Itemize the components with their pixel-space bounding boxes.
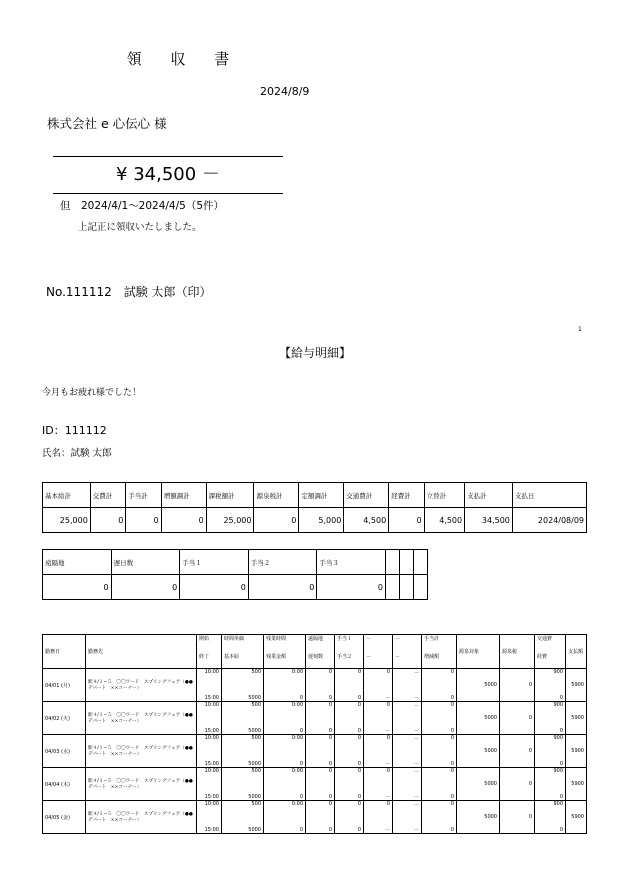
cell-place: 駅４/１−５ 〇〇ワード スプリングフェア（●●デパート ××コーナー） (86, 801, 197, 834)
cell-overtime-amount: 0 (299, 728, 303, 734)
header-date: 勤務日 (43, 635, 86, 669)
cell-date: 04/03 (水) (43, 735, 86, 768)
cell-start: 10:00 (204, 702, 219, 708)
summary-header-6: 定額調計 (299, 483, 344, 508)
cell-adjust: 0 (450, 728, 454, 734)
statement-title: 【給与明細】 (278, 346, 351, 360)
cell-overtime-hours: 0:00 (291, 801, 303, 807)
allowance-header-5 (385, 550, 399, 575)
allowance-value-5 (385, 575, 399, 600)
cell-start: 10:00 (204, 768, 219, 774)
allowance-header-row (43, 550, 428, 575)
allowance-table (42, 549, 428, 600)
summary-value-1: 0 (90, 508, 125, 533)
receipt-issuer: No.111112 試験 太郎（印） (46, 285, 212, 299)
cell-end: 15:00 (204, 695, 219, 701)
page-number: 1 (578, 326, 582, 333)
cell-transport: 900 (553, 702, 563, 708)
summary-header-10: 支払計 (465, 483, 513, 508)
cell-adjust: 0 (450, 794, 454, 800)
summary-header-2: 手当計 (126, 483, 161, 508)
cell-allow2: 0 (357, 794, 361, 800)
detail-row (43, 768, 587, 801)
allowance-header-3: 手当２ (248, 550, 317, 575)
cell-dash1a: 0 (386, 702, 390, 708)
cell-transport: 900 (553, 669, 563, 675)
cell-pay: 5900 (566, 702, 587, 735)
summary-header-9: 立替計 (424, 483, 464, 508)
summary-value-5: 0 (254, 508, 299, 533)
detail-row (43, 669, 587, 702)
cell-dash2b: － (413, 794, 419, 800)
cell-dash1b: － (384, 827, 390, 833)
cell-dash1a: 0 (386, 768, 390, 774)
cell-base: 5000 (248, 695, 261, 701)
cell-dash1b: － (384, 728, 390, 734)
cell-date: 04/02 (火) (43, 702, 86, 735)
cell-place: 駅４/１−５ 〇〇ワード スプリングフェア（●●デパート ××コーナー） (86, 702, 197, 735)
cell-place: 駅４/１−５ 〇〇ワード スプリングフェア（●●デパート ××コーナー） (86, 768, 197, 801)
header-remote: 遠隔地 (308, 636, 324, 642)
cell-remote: 0 (328, 735, 332, 741)
summary-value-row (43, 508, 587, 533)
cell-pay: 5900 (566, 669, 587, 702)
cell-expense: 0 (559, 761, 563, 767)
summary-header-0: 基本給計 (43, 483, 91, 508)
cell-dash2a: － (413, 769, 419, 775)
summary-value-2: 0 (126, 508, 161, 533)
cell-remote: 0 (328, 801, 332, 807)
header-tax-target: 源泉対象 (457, 635, 500, 669)
cell-start: 10:00 (204, 801, 219, 807)
detail-header-row (43, 635, 587, 669)
cell-date: 04/04 (木) (43, 768, 86, 801)
summary-value-10: 34,500 (465, 508, 513, 533)
cell-end: 15:00 (204, 761, 219, 767)
cell-end: 15:00 (204, 728, 219, 734)
header-place: 勤務先 (86, 635, 197, 669)
header-dash2a: － (395, 636, 401, 642)
cell-rate: 500 (251, 735, 261, 741)
cell-dash1b: － (384, 794, 390, 800)
cell-remote: 0 (328, 669, 332, 675)
header-transport: 交通費 (537, 636, 553, 642)
cell-adjust: 0 (450, 695, 454, 701)
header-overtime-rate: 残業時間 (266, 636, 287, 642)
allowance-header-7 (413, 550, 427, 575)
allowance-value-7 (413, 575, 427, 600)
allowance-value-row (43, 575, 428, 600)
cell-expense: 0 (559, 827, 563, 833)
cell-dash2a: － (413, 703, 419, 709)
cell-pay: 5900 (566, 735, 587, 768)
header-dash2b: － (395, 654, 401, 660)
header-expense: 経費 (537, 654, 548, 660)
cell-overtime-hours: 0:00 (291, 669, 303, 675)
cell-base: 5000 (248, 794, 261, 800)
cell-dash1a: 0 (386, 801, 390, 807)
summary-header-8: 経費計 (389, 483, 424, 508)
allowance-value-0: 0 (43, 575, 112, 600)
header-overtime-amount: 残業金額 (266, 654, 287, 660)
summary-value-7: 4,500 (344, 508, 389, 533)
cell-overtime-amount: 0 (299, 695, 303, 701)
cell-dash1a: 0 (386, 669, 390, 675)
cell-allow1: 0 (357, 735, 361, 741)
cell-allow2: 0 (357, 827, 361, 833)
cell-allow2: 0 (357, 761, 361, 767)
cell-pay: 5900 (566, 801, 587, 834)
cell-rate: 500 (251, 702, 261, 708)
header-delay: 遅刻数 (308, 654, 324, 660)
summary-value-9: 4,500 (424, 508, 464, 533)
cell-place: 駅４/１−５ 〇〇ワード スプリングフェア（●●デパート ××コーナー） (86, 735, 197, 768)
summary-header-5: 源泉税計 (254, 483, 299, 508)
statement-greeting: 今月もお疲れ様でした！ (42, 388, 142, 398)
cell-start: 10:00 (204, 735, 219, 741)
amount-rule-top (53, 156, 283, 157)
cell-expense: 0 (559, 728, 563, 734)
cell-withholding: 0 (500, 768, 535, 801)
allowance-header-2: 手当１ (180, 550, 249, 575)
cell-allow1: 0 (357, 669, 361, 675)
receipt-date: 2024/8/9 (260, 85, 310, 98)
cell-tax-target: 5000 (457, 735, 500, 768)
cell-dash2b: － (413, 695, 419, 701)
header-start: 開始 (199, 636, 210, 642)
cell-base: 5000 (248, 728, 261, 734)
cell-adjust: 0 (450, 827, 454, 833)
summary-header-3: 増額調計 (161, 483, 206, 508)
cell-add-total: 0 (450, 735, 454, 741)
summary-header-1: 交費計 (90, 483, 125, 508)
cell-rate: 500 (251, 768, 261, 774)
cell-withholding: 0 (500, 801, 535, 834)
cell-dash2b: － (413, 827, 419, 833)
cell-overtime-hours: 0:00 (291, 768, 303, 774)
cell-remote: 0 (328, 702, 332, 708)
cell-transport: 900 (553, 735, 563, 741)
summary-value-4: 25,000 (206, 508, 254, 533)
cell-withholding: 0 (500, 735, 535, 768)
cell-add-total: 0 (450, 768, 454, 774)
header-allow2: 手当２ (337, 654, 353, 660)
allowance-value-6 (399, 575, 413, 600)
cell-overtime-amount: 0 (299, 827, 303, 833)
header-adjust: 増減額 (424, 654, 440, 660)
header-add-total: 手当計 (424, 636, 440, 642)
header-allow1: 手当１ (337, 636, 353, 642)
header-pay: 支払額 (566, 635, 587, 669)
cell-base: 5000 (248, 761, 261, 767)
summary-value-3: 0 (161, 508, 206, 533)
cell-overtime-amount: 0 (299, 761, 303, 767)
cell-allow2: 0 (357, 728, 361, 734)
summary-header-4: 課税額計 (206, 483, 254, 508)
cell-withholding: 0 (500, 702, 535, 735)
cell-end: 15:00 (204, 794, 219, 800)
cell-remote: 0 (328, 768, 332, 774)
cell-date: 04/05 (金) (43, 801, 86, 834)
cell-overtime-amount: 0 (299, 794, 303, 800)
allowance-header-4: 手当３ (317, 550, 386, 575)
cell-expense: 0 (559, 695, 563, 701)
cell-tax-target: 5000 (457, 768, 500, 801)
cell-allow1: 0 (357, 768, 361, 774)
detail-row (43, 702, 587, 735)
cell-dash2a: － (413, 670, 419, 676)
cell-dash2a: － (413, 736, 419, 742)
summary-header-11: 支払日 (512, 483, 586, 508)
receipt-title: 領 収 書 (126, 50, 242, 68)
header-time-rate: 時間単価 (224, 636, 245, 642)
cell-overtime-hours: 0:00 (291, 735, 303, 741)
allowance-value-1: 0 (111, 575, 180, 600)
summary-header-row (43, 483, 587, 508)
cell-place: 駅４/１−５ 〇〇ワード スプリングフェア（●●デパート ××コーナー） (86, 669, 197, 702)
header-withholding: 源泉税 (500, 635, 535, 669)
summary-value-0: 25,000 (43, 508, 91, 533)
summary-value-8: 0 (389, 508, 424, 533)
summary-value-11: 2024/08/09 (512, 508, 586, 533)
cell-allow1: 0 (357, 702, 361, 708)
header-base: 基本給 (224, 654, 240, 660)
cell-delay: 0 (328, 827, 332, 833)
receipt-note: 但 2024/4/1～2024/4/5（5件） (60, 200, 224, 212)
allowance-header-0: 遠隔地 (43, 550, 112, 575)
cell-delay: 0 (328, 695, 332, 701)
header-end: 終了 (199, 654, 210, 660)
cell-withholding: 0 (500, 669, 535, 702)
cell-transport: 900 (553, 801, 563, 807)
detail-row (43, 735, 587, 768)
detail-table (42, 634, 587, 834)
cell-add-total: 0 (450, 702, 454, 708)
cell-expense: 0 (559, 794, 563, 800)
cell-allow1: 0 (357, 801, 361, 807)
cell-start: 10:00 (204, 669, 219, 675)
cell-transport: 900 (553, 768, 563, 774)
receipt-amount: ¥ 34,500 － (116, 164, 220, 185)
cell-dash1b: － (384, 761, 390, 767)
detail-row (43, 801, 587, 834)
cell-dash2b: － (413, 761, 419, 767)
receipt-received: 上記正に領収いたしました。 (78, 222, 202, 233)
cell-pay: 5900 (566, 768, 587, 801)
recipient-company: 株式会社 e 心伝心 様 (47, 116, 167, 131)
employee-name: 氏名：試験 太郎 (42, 448, 112, 459)
cell-tax-target: 5000 (457, 669, 500, 702)
cell-rate: 500 (251, 801, 261, 807)
allowance-value-2: 0 (180, 575, 249, 600)
cell-dash1b: － (384, 695, 390, 701)
cell-add-total: 0 (450, 801, 454, 807)
cell-base: 5000 (248, 827, 261, 833)
cell-dash2b: － (413, 728, 419, 734)
cell-add-total: 0 (450, 669, 454, 675)
summary-value-6: 5,000 (299, 508, 344, 533)
allowance-header-6 (399, 550, 413, 575)
cell-tax-target: 5000 (457, 702, 500, 735)
cell-overtime-hours: 0:00 (291, 702, 303, 708)
cell-dash2a: － (413, 802, 419, 808)
summary-table (42, 482, 587, 533)
cell-adjust: 0 (450, 761, 454, 767)
allowance-value-4: 0 (317, 575, 386, 600)
header-dash1b: － (366, 654, 372, 660)
cell-delay: 0 (328, 794, 332, 800)
allowance-value-3: 0 (248, 575, 317, 600)
allowance-header-1: 遅日数 (111, 550, 180, 575)
header-dash1a: － (366, 636, 372, 642)
cell-tax-target: 5000 (457, 801, 500, 834)
cell-rate: 500 (251, 669, 261, 675)
cell-allow2: 0 (357, 695, 361, 701)
cell-end: 15:00 (204, 827, 219, 833)
summary-header-7: 交通費計 (344, 483, 389, 508)
amount-rule-bottom (53, 193, 283, 194)
cell-date: 04/01 (月) (43, 669, 86, 702)
employee-id: ID：111112 (42, 424, 107, 437)
cell-delay: 0 (328, 761, 332, 767)
cell-delay: 0 (328, 728, 332, 734)
cell-dash1a: 0 (386, 735, 390, 741)
